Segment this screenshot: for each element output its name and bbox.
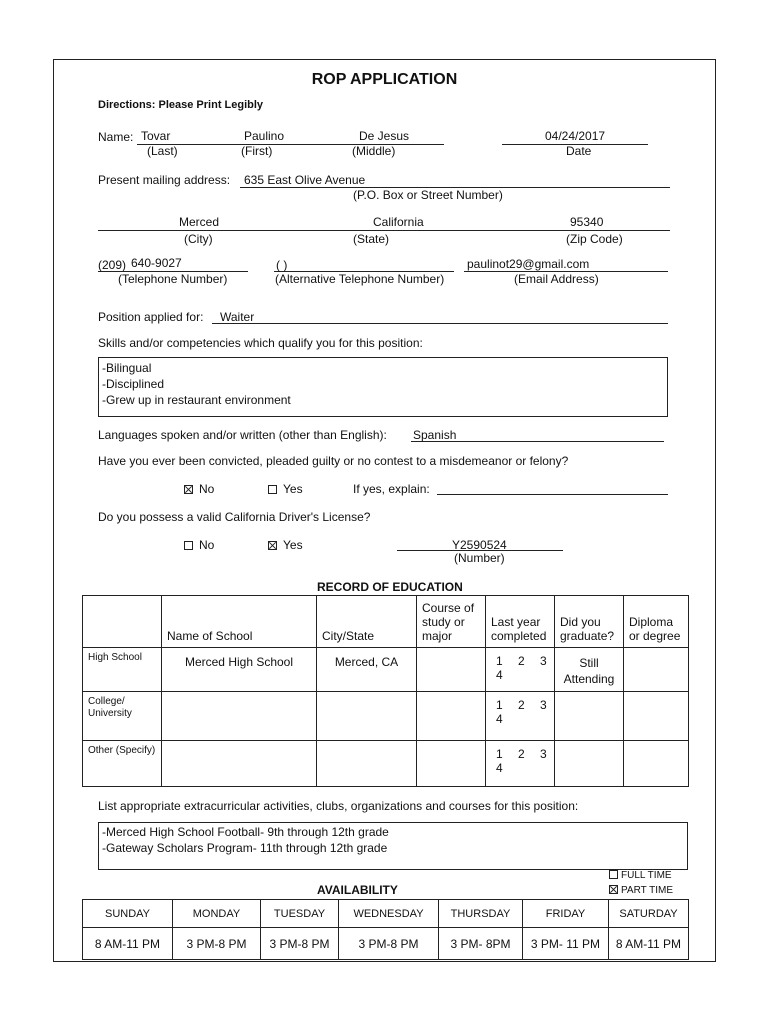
name-underline [137, 144, 444, 145]
skill-item: -Bilingual [102, 361, 152, 375]
course-cell[interactable] [417, 741, 486, 787]
activity-item: -Merced High School Football- 9th through 12th grade [102, 825, 389, 839]
header-cell: Diploma or degree [624, 596, 689, 648]
zip-value[interactable]: 95340 [570, 215, 604, 229]
middle-caption: (Middle) [352, 144, 396, 158]
extracurricular-label: List appropriate extracurricular activities, clubs, organizations and courses for this position: [98, 799, 579, 813]
hours-row [83, 928, 689, 960]
table-row [83, 648, 689, 692]
graduate-cell[interactable] [555, 741, 624, 787]
skill-item: -Grew up in restaurant environment [102, 393, 291, 407]
day-cell: WEDNESDAY [339, 900, 439, 928]
header-cell: City/State [317, 596, 417, 648]
yes-label: Yes [283, 482, 303, 496]
date-value[interactable]: 04/24/2017 [545, 129, 606, 143]
convicted-question: Have you ever been convicted, pleaded guilty or no contest to a misdemeanor or felony? [98, 454, 569, 468]
date-caption: Date [566, 144, 592, 158]
city-cell[interactable]: Merced, CA [317, 648, 417, 692]
city-cell[interactable] [317, 741, 417, 787]
school-cell[interactable]: Merced High School [162, 648, 317, 692]
phone-value[interactable]: 640-9027 [131, 256, 182, 270]
hours-cell[interactable]: 3 PM-8 PM [261, 928, 339, 960]
phone-area-code[interactable]: (209) [98, 258, 127, 272]
explain-underline[interactable] [437, 494, 668, 495]
city-state-zip-underline [98, 230, 670, 231]
skill-item: -Disciplined [102, 377, 165, 391]
first-caption: (First) [241, 144, 273, 158]
first-name-value[interactable]: Paulino [244, 129, 285, 143]
skills-box[interactable] [98, 357, 668, 417]
day-cell: SATURDAY [609, 900, 689, 928]
table-header-row [83, 596, 689, 648]
city-cell[interactable] [317, 692, 417, 741]
checkbox-icon[interactable] [268, 485, 277, 494]
graduate-cell[interactable] [555, 692, 624, 741]
license-no-option[interactable] [184, 538, 214, 552]
full-time-option[interactable] [609, 870, 672, 881]
name-label: Name: [98, 130, 134, 144]
position-underline [212, 323, 668, 324]
hours-cell[interactable]: 3 PM- 11 PM [523, 928, 609, 960]
checkbox-icon[interactable] [609, 870, 618, 879]
last-caption: (Last) [147, 144, 178, 158]
skills-label: Skills and/or competencies which qualify you for this position: [98, 336, 423, 350]
years-cell[interactable]: 1 2 3 4 [486, 692, 555, 741]
hours-cell[interactable]: 3 PM-8 PM [339, 928, 439, 960]
years-cell[interactable]: 1 2 3 4 [486, 648, 555, 692]
diploma-cell[interactable] [624, 648, 689, 692]
table-row [83, 741, 689, 787]
table-row [83, 692, 689, 741]
city-value[interactable]: Merced [179, 215, 220, 229]
address-value[interactable]: 635 East Olive Avenue [244, 173, 366, 187]
checked-box-icon[interactable] [184, 485, 193, 494]
explain-label: If yes, explain: [353, 482, 430, 496]
hours-cell[interactable]: 8 AM-11 PM [609, 928, 689, 960]
full-time-label: FULL TIME [621, 870, 672, 881]
checked-box-icon[interactable] [609, 885, 618, 894]
days-row [83, 900, 689, 928]
hours-cell[interactable]: 3 PM-8 PM [173, 928, 261, 960]
course-cell[interactable] [417, 648, 486, 692]
availability-table [82, 899, 689, 960]
part-time-option[interactable] [609, 885, 673, 896]
license-question: Do you possess a valid California Driver's License? [98, 510, 371, 524]
header-cell: Did you graduate? [555, 596, 624, 648]
graduate-cell[interactable]: Still Attending [555, 648, 624, 692]
application-form [53, 59, 716, 962]
row-label: High School [83, 648, 162, 692]
city-caption: (City) [184, 232, 213, 246]
day-cell: SUNDAY [83, 900, 173, 928]
diploma-cell[interactable] [624, 692, 689, 741]
school-cell[interactable] [162, 741, 317, 787]
convicted-yes-option[interactable] [268, 482, 303, 496]
no-label: No [199, 538, 215, 552]
email-caption: (Email Address) [514, 272, 599, 286]
middle-name-value[interactable]: De Jesus [359, 129, 410, 143]
school-cell[interactable] [162, 692, 317, 741]
education-table [82, 595, 689, 787]
header-cell [83, 596, 162, 648]
last-name-value[interactable]: Tovar [141, 129, 171, 143]
checked-box-icon[interactable] [268, 541, 277, 550]
state-caption: (State) [353, 232, 390, 246]
languages-label: Languages spoken and/or written (other than English): [98, 428, 387, 442]
phone-caption: (Telephone Number) [118, 272, 228, 286]
diploma-cell[interactable] [624, 741, 689, 787]
form-title: ROP APPLICATION [311, 71, 458, 88]
day-cell: FRIDAY [523, 900, 609, 928]
position-label: Position applied for: [98, 310, 204, 324]
alt-phone-caption: (Alternative Telephone Number) [275, 272, 445, 286]
header-cell: Course of study or major [417, 596, 486, 648]
day-cell: THURSDAY [439, 900, 523, 928]
no-label: No [199, 482, 215, 496]
position-value[interactable]: Waiter [220, 310, 255, 324]
header-cell: Last year completed [486, 596, 555, 648]
number-caption: (Number) [454, 551, 505, 565]
course-cell[interactable] [417, 692, 486, 741]
day-cell: TUESDAY [261, 900, 339, 928]
directions: Directions: Please Print Legibly [98, 99, 264, 111]
license-yes-option[interactable] [268, 538, 303, 552]
part-time-label: PART TIME [621, 885, 674, 896]
yes-label: Yes [283, 538, 303, 552]
years-cell[interactable]: 1 2 3 4 [486, 741, 555, 787]
hours-cell[interactable]: 8 AM-11 PM [83, 928, 173, 960]
checkbox-icon[interactable] [184, 541, 193, 550]
zip-caption: (Zip Code) [566, 232, 623, 246]
convicted-no-option[interactable] [184, 482, 214, 496]
education-heading: RECORD OF EDUCATION [317, 580, 463, 594]
state-value[interactable]: California [373, 215, 424, 229]
activity-item: -Gateway Scholars Program- 11th through 12th grade [102, 841, 388, 855]
hours-cell[interactable]: 3 PM- 8PM [439, 928, 523, 960]
day-cell: MONDAY [173, 900, 261, 928]
row-label: College/ University [83, 692, 162, 741]
email-value[interactable]: paulinot29@gmail.com [467, 257, 590, 271]
header-cell: Name of School [162, 596, 317, 648]
languages-value[interactable]: Spanish [413, 428, 457, 442]
address-caption: (P.O. Box or Street Number) [353, 188, 503, 202]
license-number-value[interactable]: Y2590524 [452, 538, 507, 552]
availability-heading: AVAILABILITY [317, 883, 398, 897]
extracurricular-box[interactable] [98, 822, 688, 870]
row-label: Other (Specify) [83, 741, 162, 787]
alt-phone-value[interactable]: ( ) [276, 258, 288, 272]
address-label: Present mailing address: [98, 173, 231, 187]
